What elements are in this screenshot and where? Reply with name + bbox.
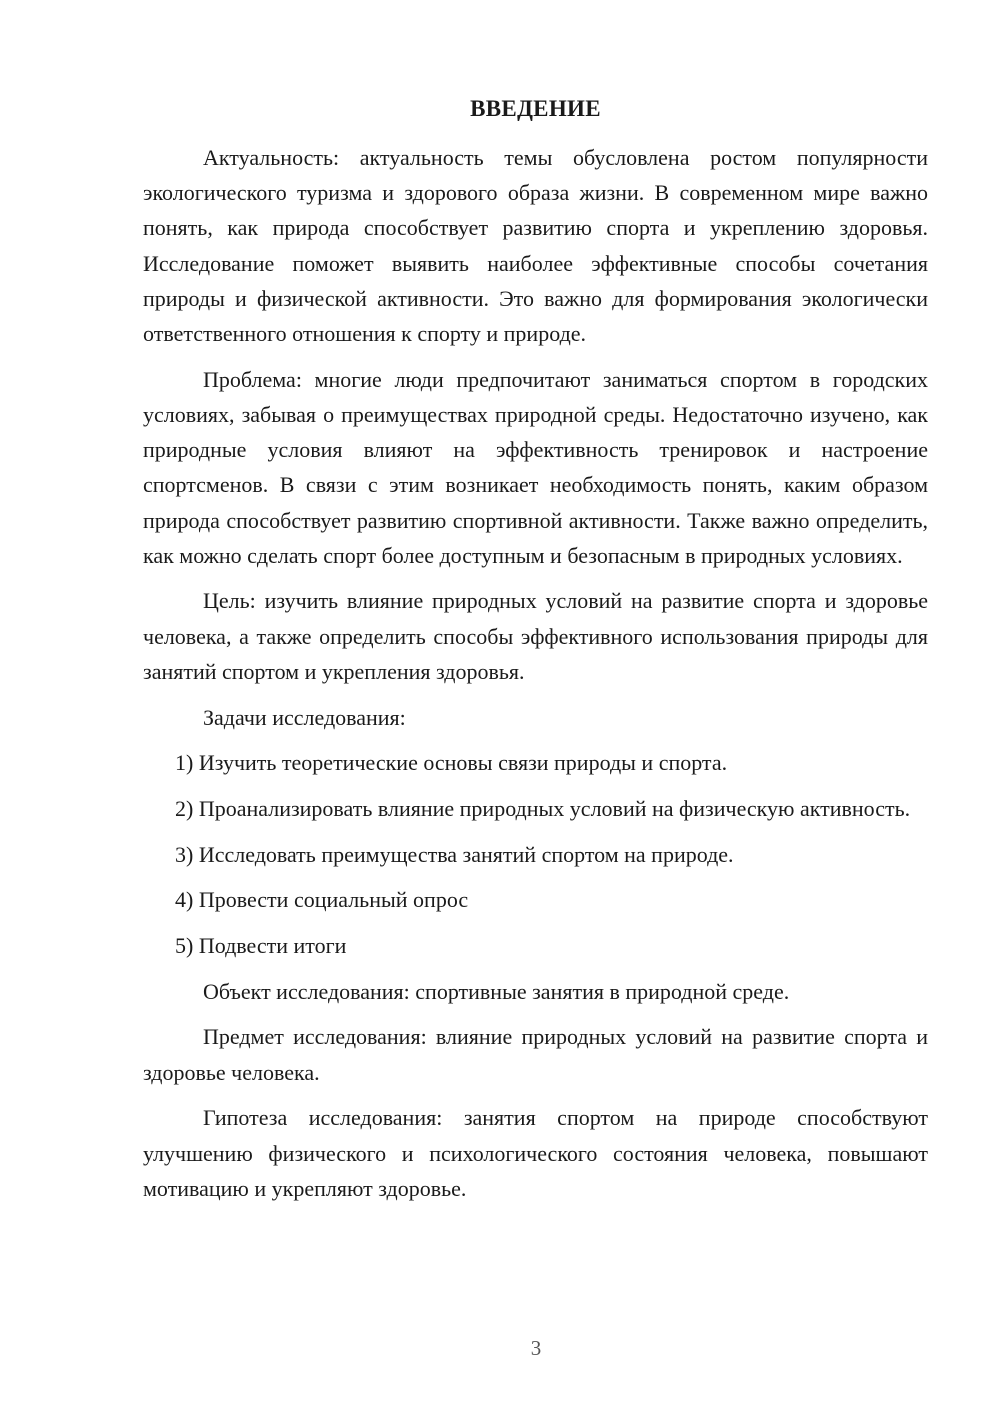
task-item-1: 1) Изучить теоретические основы связи природы и спорта. (175, 750, 728, 776)
problem-paragraph: Проблема: многие люди предпочитают заниматься спортом в городских условиях, забывая о преимуществах природной среды. Недостаточно изучено, как природные условия влияют на эффективность тренировок и настроение спортсменов. В связи с этим возникает необходимость понять, каким образом природа способствует развитию спортивной активности. Также важно определить, как можно сделать спорт более доступным и безопасным в природных условиях. (143, 366, 928, 568)
relevance-paragraph: Актуальность: актуальность темы обусловлена ростом популярности экологического туризма и здорового образа жизни. В современном мире важно понять, как природа способствует развитию спорта и укреплению здоровья. Исследование поможет выявить наиболее эффективные способы сочетания природы и физической активности. Это важно для формирования экологически ответственного отношения к спорту и природе. (143, 145, 928, 347)
goal-paragraph: Цель: изучить влияние природных условий на развитие спорта и здоровье человека, а также определить способы эффективного использования природы для занятий спортом и укрепления здоровья. (143, 588, 928, 684)
hypothesis-paragraph: Гипотеза исследования: занятия спортом на природе способствуют улучшению физического и психологического состояния человека, повышают мотивацию и укрепляют здоровье. (143, 1105, 928, 1201)
object-paragraph: Объект исследования: спортивные занятия в природной среде. (203, 978, 790, 1004)
task-item-4: 4) Провести социальный опрос (175, 887, 469, 913)
task-item-5: 5) Подвести итоги (175, 933, 347, 959)
task-item-2: 2) Проанализировать влияние природных условий на физическую активность. (175, 795, 911, 821)
page-number: 3 (530, 1336, 542, 1360)
subject-paragraph: Предмет исследования: влияние природных условий на развитие спорта и здоровье человека. (143, 1024, 928, 1085)
document-body (143, 140, 928, 1216)
tasks-title: Задачи исследования: (203, 704, 406, 730)
page-heading: ВВЕДЕНИЕ (470, 96, 601, 121)
task-item-3: 3) Исследовать преимущества занятий спортом на природе. (175, 841, 734, 867)
